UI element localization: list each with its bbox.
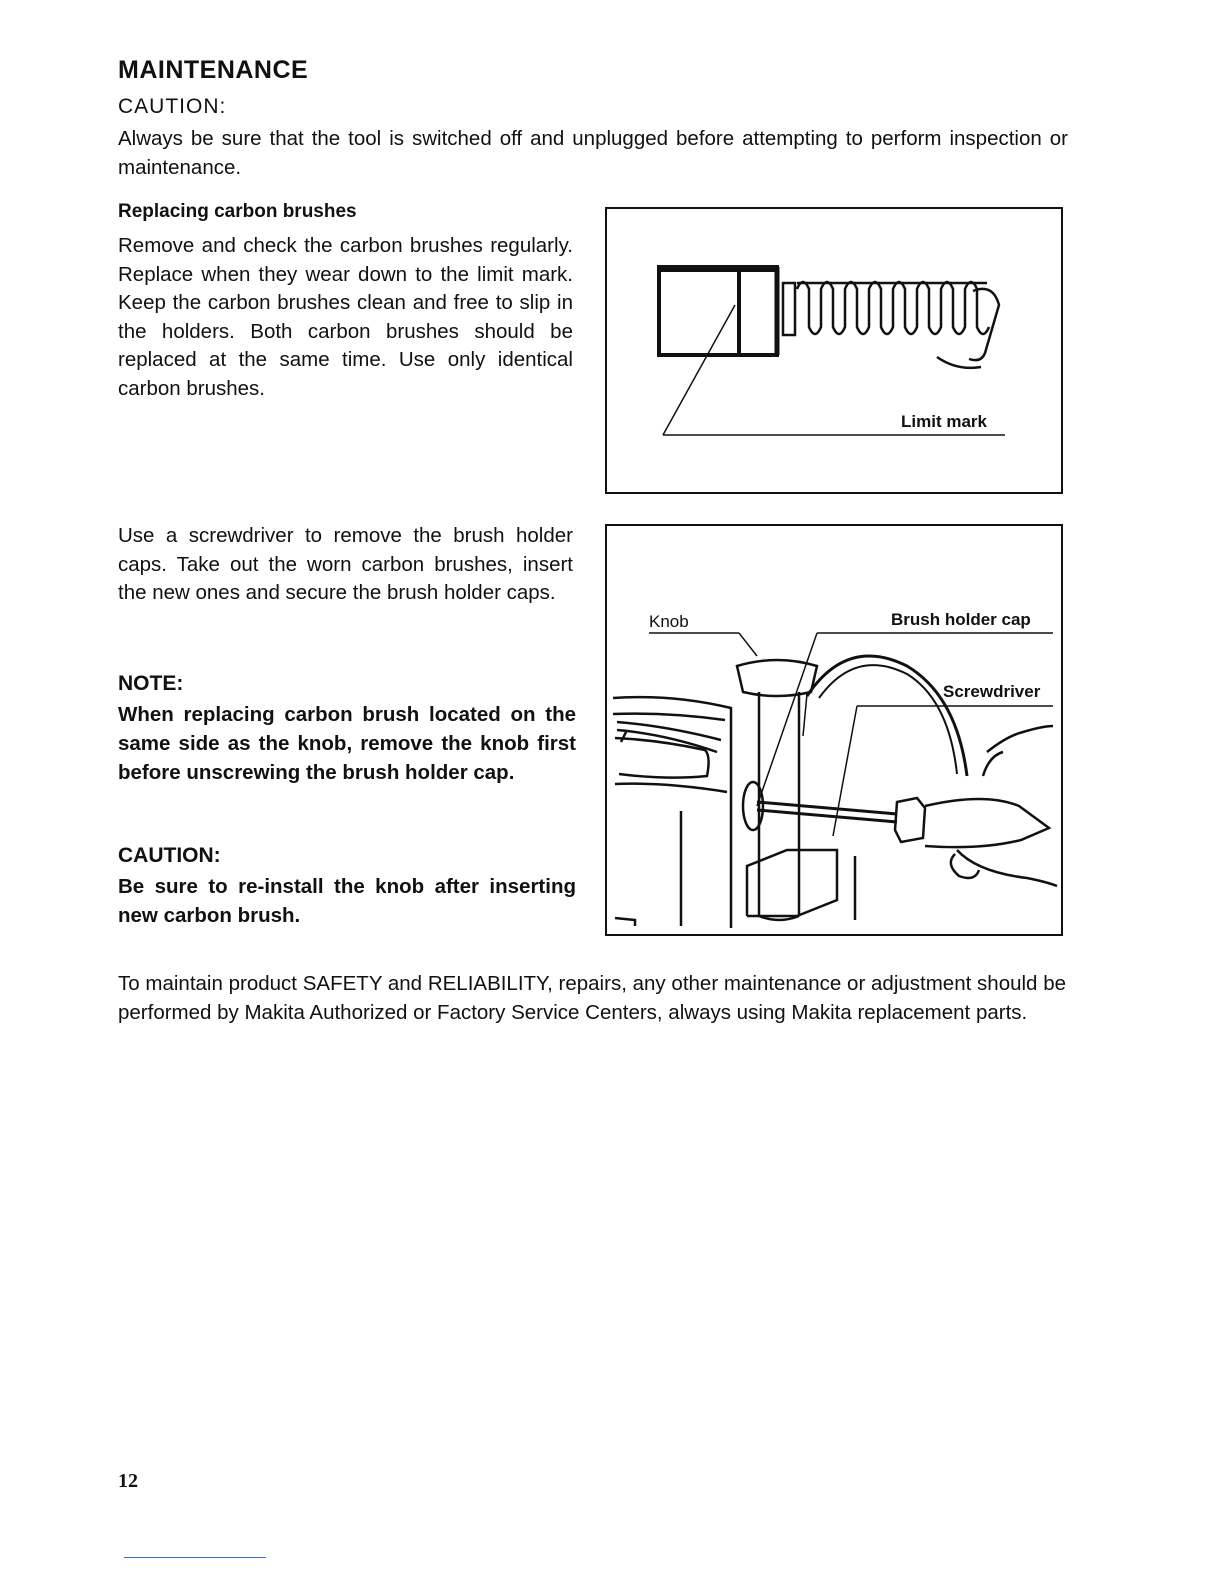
page-number: 12 [118, 1470, 138, 1492]
knob-label: Knob [649, 612, 689, 631]
caution2-text: Be sure to re-install the knob after inserting new carbon brush. [118, 875, 576, 927]
brush-holder-cap-label: Brush holder cap [891, 610, 1031, 629]
carbon-brush-illustration [607, 209, 1061, 492]
page-heading: MAINTENANCE [118, 56, 309, 84]
limit-mark-label: Limit mark [901, 412, 987, 431]
note-label: NOTE: [118, 672, 184, 695]
footer-divider [124, 1557, 266, 1558]
caution-label: CAUTION: [118, 95, 227, 118]
brush-replace-paragraph: Remove and check the carbon brushes regularly. Replace when they wear down to the limit mark. Keep the carbon brushes clean and free to slip in the holders. Both carbon brushes should be replaced at the same time. Use only identical carbon brushes. [118, 234, 573, 400]
screwdriver-label: Screwdriver [943, 682, 1041, 701]
note-text: When replacing carbon brush located on the same side as the knob, remove the knob first before unscrewing the brush holder cap. [118, 703, 576, 784]
caution2-label: CAUTION: [118, 844, 221, 867]
brush-holder-paragraph: Use a screwdriver to remove the brush holder caps. Take out the worn carbon brushes, insert the new ones and secure the brush holder caps. [118, 524, 573, 604]
carbon-brush-figure [605, 207, 1063, 494]
brush-holder-figure [605, 524, 1063, 936]
section-title: Replacing carbon brushes [118, 201, 357, 222]
screwdriver-illustration [607, 526, 1061, 934]
caution-text: Always be sure that the tool is switched off and unplugged before attempting to perform inspection or maintenance. [118, 127, 1068, 179]
service-paragraph: To maintain product SAFETY and RELIABILITY, repairs, any other maintenance or adjustment should be performed by Makita Authorized or Factory Service Centers, always using Makita replacement parts. [118, 972, 1066, 1024]
